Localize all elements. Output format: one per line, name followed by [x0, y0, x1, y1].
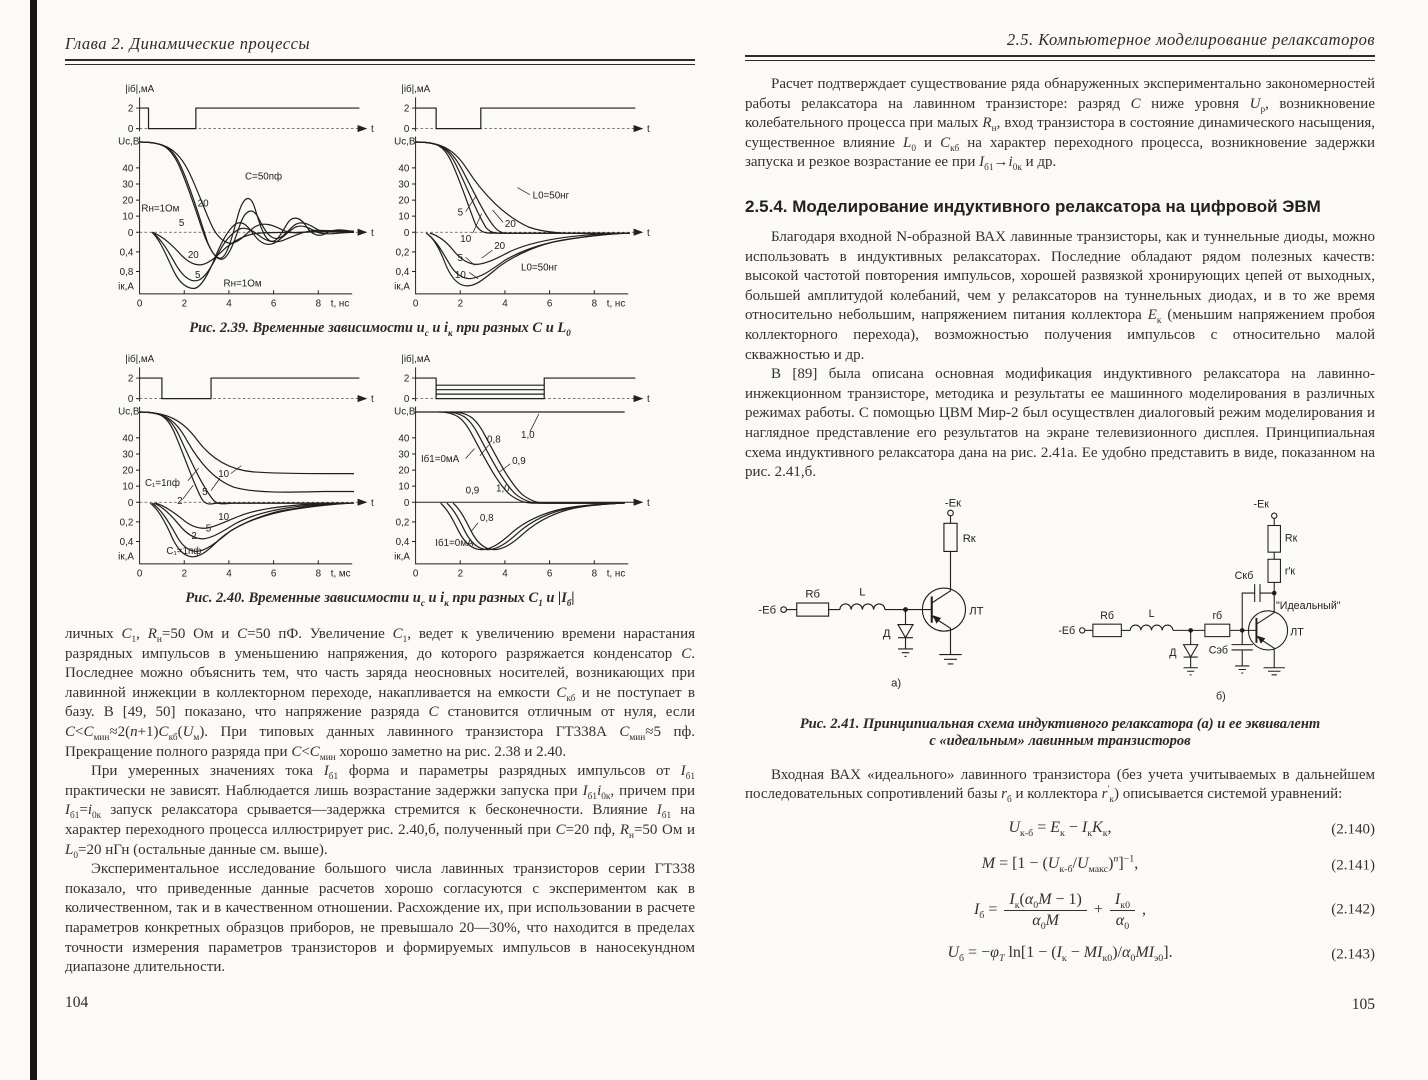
ytick: 40: [122, 433, 134, 445]
ytick: 30: [398, 449, 410, 461]
equation-formula: [973, 890, 1147, 933]
ytick: 0: [403, 227, 410, 239]
ytick: 20: [398, 465, 410, 477]
fig240-panel-left: [111, 351, 379, 582]
label-c1b: C₁=1пф: [166, 546, 202, 558]
ytick-neg: 0,4: [395, 537, 410, 549]
label-rb: Rб: [1100, 609, 1115, 622]
ytick: 10: [398, 211, 410, 223]
label-l0b: L0=50нг: [521, 262, 558, 274]
xtick: 4: [502, 568, 508, 580]
y-axis-label-ik: iк,A: [118, 551, 134, 563]
t-label: t: [646, 394, 650, 406]
ytick: 40: [122, 163, 134, 175]
ytick-neg: 0,8: [119, 267, 134, 279]
figure-2-41-caption-line2: с «идеальным» лавинным транзисторов: [929, 732, 1191, 749]
y-axis-label-ib: |iб|,мА: [125, 83, 155, 95]
label-rn: Rн=1Ом: [141, 203, 180, 215]
fraction-denominator: $\alpha_0M$: [1032, 911, 1059, 933]
page-right: [745, 0, 1375, 1014]
ytick: 10: [122, 211, 134, 223]
circuit-a: [748, 497, 1048, 694]
label-ek: -Eк: [1253, 498, 1269, 511]
ytick-neg: 0,2: [119, 517, 134, 529]
main-axes: [118, 407, 374, 580]
section-heading-2-5-4: 2.5.4. Моделирование индуктивного релаксатора на цифровой ЭВМ: [745, 196, 1321, 216]
base-current-pulse: [416, 378, 636, 399]
x-axis-label: t, нс: [606, 568, 626, 580]
running-head-left: Глава 2. Динамические процессы: [65, 34, 311, 53]
fig239-panel-left: [111, 81, 379, 312]
equation-block: [745, 819, 1375, 966]
xtick: 0: [412, 298, 419, 310]
y-axis-label-uc: Uc,B: [394, 136, 416, 148]
body-paragraph: Благодаря входной N-образной ВАХ лавинные транзисторы, как и туннельные диоды, можно использовать в индуктивных релаксаторах. Последние обладают рядом полезных качеств: высокой частотой повторения импульсов, хорошей развязкой хронирующих цепей от выходных, большей амплитудой колебаний, чем у релаксаторов на туннельных диодах, и в то же время относительно небольшим, напряжением питания коллектора $E_к$ (меньшим напряжением пробоя коллекторного перехода), возможностью получения импульсов с относительно малой скважностью и др.: [745, 228, 1375, 363]
y-axis-label-uc: Uc,B: [118, 136, 140, 148]
ytick: 10: [398, 481, 410, 493]
xtick: 4: [226, 568, 232, 580]
label-5b: 5: [205, 523, 212, 535]
label-08: 0,8: [487, 434, 501, 446]
xtick: 2: [181, 298, 188, 310]
main-axes: [394, 137, 650, 310]
body-paragraph: Входная ВАХ «идеального» лавинного транзистора (без учета учитываемых в дальнейшем последовательных сопротивлений базы $r_б$ и коллектора $r'_к$) описывается системой уравнений:: [745, 766, 1375, 806]
ytick: 0: [127, 497, 134, 509]
header-rule-right: [745, 55, 1375, 61]
page-number-right: 105: [1351, 995, 1375, 1013]
fig240-panel-right: [387, 351, 655, 582]
equation-2-143: [745, 944, 1375, 966]
equation-number: (2.141): [1331, 857, 1375, 874]
circuit-b-wires: [1080, 513, 1288, 675]
xtick: 2: [457, 568, 464, 580]
equation-formula: $U_б = -\varphi_T$ $\ln[1 - (I_к - MI_{к0})/\alpha_0MI_{э0}]$.: [947, 943, 1173, 965]
base-current-pulse: [140, 108, 360, 129]
label-ideal: "Идеальный": [1276, 599, 1341, 612]
label-eb: -Eб: [1058, 624, 1076, 637]
fraction: [1110, 890, 1135, 933]
x-axis-label: t, нс: [606, 298, 626, 310]
ytick: 40: [398, 163, 410, 175]
label-10: 10: [218, 469, 230, 481]
ytick: 0: [403, 497, 410, 509]
header-rule-left: [65, 59, 695, 65]
body-paragraph: При умеренных значениях тока $I_{б1}$ форма и параметры разрядных импульсов от $I_{б1}$ практически не зависят. Наблюдается лишь возрастание задержки запуска при $I_{б1}i_{0к}$, причем при $I_{б1}=i_{0к}$ запуск релаксатора срывается—задержка стремится к бесконечности. Влияние $I_{б1}$ на характер переходного процесса иллюстрирует рис. 2.40,б, полученный при C=20 пф, $R_н=50$ Ом и $L_0=20$ нГн (остальные данные см. выше).: [65, 763, 695, 861]
ytick-neg: 0,2: [395, 517, 410, 529]
t-label: t: [646, 124, 650, 136]
curve-labels: [455, 188, 570, 281]
label-2b: 2: [191, 530, 197, 542]
xtick: 2: [181, 568, 188, 580]
equation-number: (2.143): [1331, 946, 1375, 963]
y-axis-label-ib: |iб|,мА: [125, 353, 155, 365]
label-5: 5: [457, 207, 464, 219]
tick-0: 0: [127, 124, 134, 136]
figure-2-41-caption-line1: Рис. 2.41. Принципиальная схема индуктивного релаксатора (а) и ее эквивалент: [799, 715, 1321, 732]
equation-2-140: [745, 819, 1375, 841]
figure-2-39: [65, 81, 695, 312]
page-number-left: 104: [65, 993, 89, 1011]
label-eb: -Eб: [758, 604, 777, 616]
ytick: 30: [122, 179, 134, 191]
page-left: [65, 0, 695, 1012]
label-sub-b: б): [1216, 690, 1226, 703]
figure-2-40-caption: Рис. 2.40. Временные зависимости $u_с$ и $i_к$ при разных $C_1$ и $|I_б|$: [185, 590, 575, 608]
label-ceb: Cэб: [1208, 644, 1228, 657]
body-paragraph: В [89] была описана основная модификация индуктивного релаксатора на лавинно-инжекционном транзисторе, методика и результаты ее машинного моделирования в различных режимах работы. С помощью ЦВМ Мир-2 был осуществлен диалоговый режим моделирования и наглядное представление его результатов на экране телевизионного дисплея. Принципиальная схема индуктивного релаксатора дана на рис. 2.41а. Ее удобно представить в виде, показанном на рис. 2.41,б.: [745, 366, 1375, 481]
label-l0: L0=50нг: [532, 190, 570, 202]
tick-0: 0: [127, 394, 134, 406]
label-5: 5: [202, 487, 208, 499]
mini-axes: [401, 354, 650, 405]
figure-2-39-caption: Рис. 2.39. Временные зависимости $u_с$ и $i_к$ при разных С и $L_0$: [189, 320, 571, 338]
label-20: 20: [197, 198, 209, 210]
t-label: t: [370, 497, 374, 509]
base-current-pulse: [416, 108, 636, 129]
xtick: 2: [457, 298, 464, 310]
y-axis-label-uc: Uc,B: [118, 406, 140, 418]
y-axis-label-ik: iк,A: [118, 281, 134, 293]
ytick: 40: [398, 433, 410, 445]
base-current-levels: [436, 385, 544, 394]
tick-2: 2: [403, 103, 410, 115]
equation-number: (2.142): [1331, 901, 1375, 918]
label-09: 0,9: [512, 455, 526, 467]
label-2: 2: [177, 496, 183, 508]
label-09z: 0,9: [465, 485, 480, 497]
label-l: L: [1148, 607, 1155, 620]
xtick: 8: [591, 298, 598, 310]
xtick: 6: [546, 568, 553, 580]
label-ckb: Cкб: [1234, 569, 1254, 582]
running-head-right: 2.5. Компьютерное моделирование релаксаторов: [1006, 30, 1375, 49]
fig239-panel-right: [387, 81, 655, 312]
label-rk-small: r′к: [1284, 565, 1296, 578]
ytick: 10: [122, 481, 134, 493]
ytick-neg: 0,2: [395, 247, 410, 259]
xtick: 0: [412, 568, 419, 580]
xtick: 8: [591, 568, 598, 580]
xtick: 0: [136, 568, 143, 580]
label-08z: 0,8: [479, 512, 494, 524]
tick-0: 0: [403, 124, 410, 136]
ytick: 20: [122, 195, 134, 207]
equation-formula: $U_{к-б} = E_к - I_кK_к$,: [1008, 818, 1112, 840]
ytick: 0: [127, 227, 134, 239]
equation-2-142: [745, 890, 1375, 933]
tick-2: 2: [127, 373, 134, 385]
fraction-denominator: $\alpha_0$: [1115, 911, 1130, 933]
label-d: Д: [882, 627, 891, 640]
y-axis-label-ib: |iб|,мА: [401, 83, 431, 95]
circuit-b-labels: [1058, 498, 1340, 702]
equation-lhs: $I_б$ =: [973, 901, 998, 922]
fraction: [1004, 890, 1087, 933]
y-axis-label-ik: iк,A: [394, 281, 410, 293]
equation-2-141: [745, 855, 1375, 877]
ytick: 30: [122, 449, 134, 461]
tick-2: 2: [403, 373, 410, 385]
curve-labels: [421, 414, 539, 549]
xtick: 8: [315, 568, 322, 580]
t-label: t: [370, 394, 374, 406]
ytick: 20: [122, 465, 134, 477]
label-20: 20: [504, 218, 516, 230]
label-10z: 1,0: [495, 483, 510, 495]
label-c1: C₁=1пф: [144, 478, 180, 490]
ytick-neg: 0,4: [119, 537, 134, 549]
y-axis-label-ib: |iб|,мА: [401, 353, 431, 365]
body-paragraph: Расчет подтверждает существование ряда обнаруженных экспериментально закономерностей работы релаксатора на лавинном транзисторе: разряд С ниже уровня $U_р$, возникновение колебательного процесса при малых $R_н$, вход транзистора в состояние динамического насыщения, существенное влияние $L_0$ и $C_{кб}$ на характер переходного процесса, возникновение задержки запуска и резкое возрастание ее при $I_{б1}\to i_{0к}$ и др.: [745, 76, 1376, 174]
mini-axes: [125, 84, 374, 135]
label-sub-a: а): [891, 677, 902, 690]
label-ek: -Eк: [944, 497, 962, 510]
label-20b: 20: [187, 250, 199, 262]
label-10b: 10: [454, 269, 466, 281]
equation-formula: $M = [1 - (U_{к-б}/U_{макс})^n]^{-1}$,: [981, 853, 1139, 876]
label-rn2: Rн=1Ом: [223, 278, 262, 290]
ytick: 30: [398, 179, 410, 191]
xtick: 6: [270, 568, 277, 580]
label-10b: 10: [218, 512, 230, 524]
fraction-numerator: $I_{к0}$: [1110, 891, 1135, 911]
mini-axes: [401, 84, 650, 135]
body-paragraph: Экспериментальное исследование большого числа лавинных транзисторов серии ГТ338 показало, что приведенные данные расчетов хорошо согласуются с экспериментом как в количественном, так и в качественном отношении. Расхождение их, при использовании в расчете параметров конкретных образцов приборов, не превышало 20—30%, что находится в пределах точности измерения параметров транзисторов и формируемых импульсов в наносекундном диапазоне длительности.: [65, 861, 695, 976]
xtick: 4: [502, 298, 508, 310]
xtick: 8: [315, 298, 322, 310]
label-d: Д: [1169, 646, 1177, 659]
xtick: 4: [226, 298, 232, 310]
ytick: 20: [398, 195, 410, 207]
t-label: t: [370, 227, 374, 239]
xtick: 0: [136, 298, 143, 310]
body-paragraph: личных $C_1$, $R_н=50$ Ом и C=50 пФ. Увеличение $C_1$, ведет к увеличению времени нарастания разрядных импульсов в уменьшению напряжения, до которого разряжается конденсатор C. Последнее можно объяснить тем, что часть заряда неосновных носителей, возникающих при лавинной инжекции в коллекторном переходе, накапливается на емкости $C_{кб}$ и не поступает в базу. В [49, 50] показано, что напряжение разряда C становится отличным от нуля, если $C<C_{мин}\approx 2(n+1)C_{кб}(U_м)$. При типовых данных лавинного транзистора ГТ338А $C_{мин}\approx 5$ пф. Прекращение полного разряда при $C<C_{мин}$ хорошо заметно на рис. 2.38 и 2.40.: [65, 626, 696, 763]
label-lt: ЛТ: [969, 604, 984, 617]
curve-labels: [141, 172, 282, 290]
circuit-a-wires: [781, 510, 966, 664]
figure-2-41: [745, 497, 1375, 706]
label-5b: 5: [457, 252, 464, 264]
circuit-a-labels: [758, 497, 983, 689]
t-label: t: [370, 124, 374, 136]
y-axis-label-uc: Uc,B: [394, 406, 416, 418]
label-ib2: Iб1=0мА: [435, 538, 474, 550]
label-5: 5: [178, 217, 185, 229]
circuit-b: [1052, 497, 1372, 706]
t-label: t: [646, 497, 650, 509]
curves: [416, 412, 625, 550]
label-20b: 20: [494, 241, 506, 253]
ytick-neg: 0,4: [395, 267, 410, 279]
mini-axes: [125, 354, 374, 405]
label-l: L: [859, 586, 866, 599]
x-axis-label: t, мс: [330, 568, 351, 580]
equation-number: (2.140): [1331, 821, 1375, 838]
scan-edge-strip: [30, 0, 37, 1080]
label-c50: C=50пф: [245, 171, 283, 183]
tick-2: 2: [127, 103, 134, 115]
xtick: 6: [270, 298, 277, 310]
tick-0: 0: [403, 394, 410, 406]
xtick: 6: [546, 298, 553, 310]
label-rb-small: rб: [1212, 609, 1223, 622]
label-rb: Rб: [805, 588, 820, 601]
fraction-numerator: $I_к(\alpha_0M - 1)$: [1004, 891, 1087, 911]
x-axis-label: t, нс: [330, 298, 350, 310]
label-5b: 5: [194, 269, 201, 281]
label-lt: ЛТ: [1290, 626, 1304, 639]
t-label: t: [646, 227, 650, 239]
ytick-neg: 0,4: [119, 247, 134, 259]
figure-2-40: [65, 351, 695, 582]
comma: ,: [1142, 901, 1147, 919]
label-10: 10: [460, 234, 472, 246]
label-rk: Rк: [1284, 532, 1298, 545]
label-ib1: Iб1=0мА: [420, 454, 460, 466]
base-current-pulse: [140, 378, 360, 399]
label-10: 1,0: [521, 429, 535, 441]
y-axis-label-ik: iк,A: [394, 551, 410, 563]
curves: [140, 142, 354, 289]
plus-sign: +: [1093, 901, 1103, 919]
label-rk: Rк: [962, 532, 976, 545]
